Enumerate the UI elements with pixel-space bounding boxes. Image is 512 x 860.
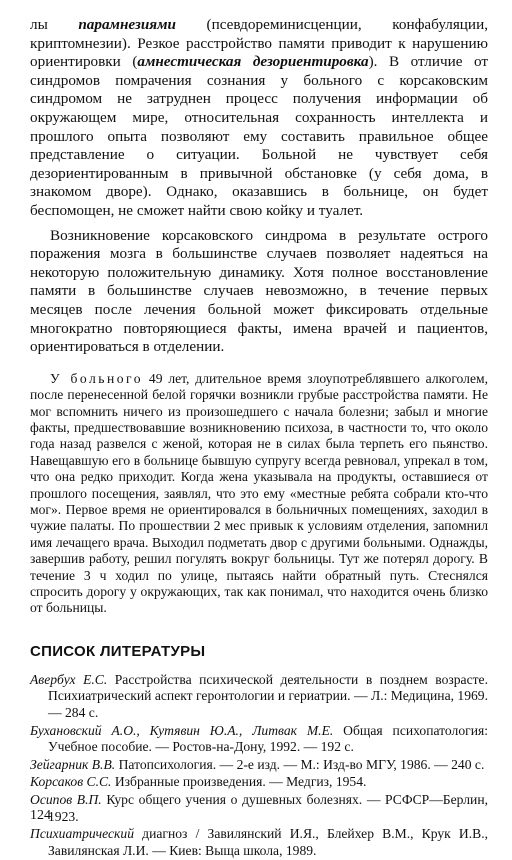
paragraph-1-end: ). В отличие от синдромов помрачения сознания у больного с корсаковским синдромом не затруднен процесс получения информации об окружающем мире, относительная сохранность интеллекта и прошлого опыта позволяют ему составить правильное общее представление о ситуации. Больной не чувствует себя дезориентированным в привычной обстановке (у себя дома, в знакомом дворе). Однако, оказавшись в больнице, он будет беспомощен, не сможет найти свою койку и туалет. <box>30 53 488 219</box>
reference-text: диагноз / Завилянский И.Я., Блейхер В.М., Крук И.В., Завилянская Л.И. — Киев: Выща школа, 1989. <box>48 826 488 858</box>
page-content <box>30 16 488 860</box>
references-list <box>30 672 488 860</box>
term-paramnesia: парамнезиями <box>78 16 176 33</box>
reference-text: Общая психопатология: Учебное пособие. — Ростов-на-Дону, 1992. — 192 с. <box>48 722 488 755</box>
references-heading: СПИСОК ЛИТЕРАТУРЫ <box>30 642 206 660</box>
reference-item <box>30 672 488 722</box>
reference-text: Курс общего учения о душевных болезнях. — РСФСР—Берлин, 1923. <box>48 791 488 824</box>
reference-author: Осипов В.П. <box>30 791 102 807</box>
reference-text: Избранные произведения. — Медгиз, 1954. <box>111 774 367 790</box>
reference-author: Бухановский А.О., Кутявин Ю.А., Литвак М.Е. <box>30 722 334 738</box>
page-number: 124 <box>30 808 51 823</box>
paragraph-1-start: лы <box>30 16 79 33</box>
case-text: 49 лет, длительное время злоупотреблявшего алкоголем, после перенесенной белой горячки возникли грубые расстройства памяти. Не мог вспомнить ничего из произошедшего с начала болезни; забыл и многие факты, предшествовавшие возникновению психоза, в частности то, что около года назад развелся с женой, которая не в силах была терпеть его пьянство. Навещавшую его в больнице бывшую супругу всегда ревновал, упрекал в том, что она редко приходит. Когда жена указывала на продукты, оставшиеся от прошлого посещения, заявлял, что это ему «местные ребята собрали кто-что мог». Первое время не ориентировался в больничных помещениях, заходил в чужие палаты. По прошествии 2 мес привык к условиям отделения, запомнил имя лечащего врача. Выходил подметать двор с другими больными. Однажды, завершив работу, решил погулять вокруг больницы. Тут же потерял дорогу. В течение 3 ч ходил по улице, пытаясь найти обратный путь. Стеснялся спросить дорогу у окружающих, так как понимал, что находится очень близко от больницы. <box>30 370 488 616</box>
reference-author: Корсаков С.С. <box>30 774 112 790</box>
reference-item <box>30 723 488 756</box>
reference-text: Патопсихология. — 2-е изд. — М.: Изд-во МГУ, 1986. — 240 с. <box>115 756 485 772</box>
reference-text: Расстройства психической деятельности в позднем возрасте. Психиатрический аспект геронтологии и гериатрии. — Л.: Медицина, 1969. — 284 с. <box>48 671 488 720</box>
case-lead: У больного <box>50 370 144 386</box>
paragraph-1-middle: (псевдореминисценции, конфабуляции, криптомнезии). Резкое расстройство памяти приводит к нарушению ориентировки ( <box>30 16 488 71</box>
reference-item <box>30 792 488 825</box>
reference-item <box>30 826 488 859</box>
reference-author: Зейгарник В.В. <box>30 756 116 772</box>
reference-author: Авербух Е.С. <box>30 671 108 687</box>
reference-item <box>30 774 488 791</box>
reference-item <box>30 757 488 774</box>
term-amnestic-disorientation: амнестическая дезориентировка <box>137 53 369 71</box>
case-description <box>30 371 488 617</box>
paragraph-2: Возникновение корсаковского синдрома в результате острого поражения мозга в большинстве случаев позволяет надеяться на некоторую положительную динамику. Хотя полное восстановление памяти в большинстве случаев невозможно, в течение первых месяцев после лечения больной может фиксировать отдельные многократно повторяющиеся факты, имена врачей и пациентов, ориентироваться в отделении. <box>30 226 488 356</box>
paragraph-1 <box>30 16 488 221</box>
reference-author: Психиатрический <box>30 826 135 842</box>
